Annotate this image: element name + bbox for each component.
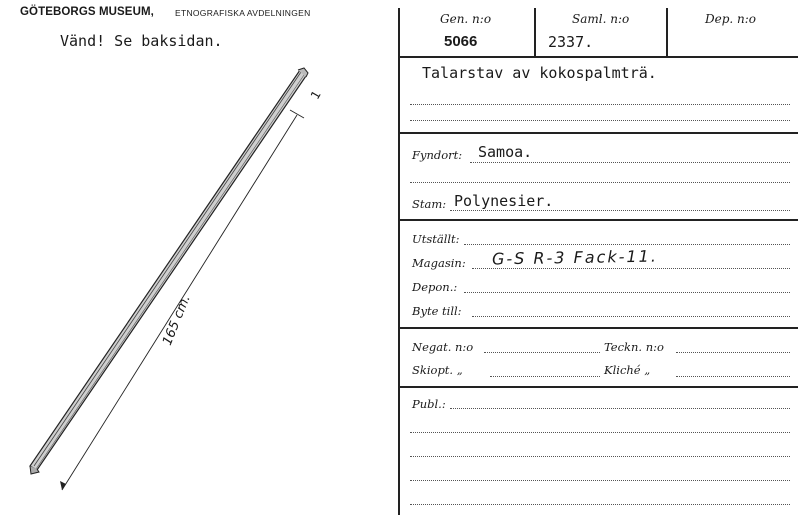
utstallt-dotline (464, 244, 790, 245)
publ-dotline-3 (410, 456, 790, 457)
depon-dotline (464, 292, 790, 293)
top-mark: 1 (307, 88, 324, 102)
byte-dotline (472, 316, 790, 317)
saml-value: 2337. (548, 33, 594, 51)
museum-name: GÖTEBORGS MUSEUM, (20, 6, 154, 18)
description: Talarstav av kokospalmträ. (422, 64, 657, 82)
section-rule-3 (400, 327, 798, 329)
department-name: ETNOGRAFISKA AVDELNINGEN (175, 8, 311, 18)
publ-dotline-2 (410, 432, 790, 433)
fyndort-value: Samoa. (478, 143, 533, 161)
section-rule-4 (400, 386, 798, 388)
byte-label: Byte till: (412, 304, 462, 318)
negat-label: Negat. n:o (412, 340, 474, 354)
negat-dotline (484, 352, 600, 353)
utstallt-label: Utställt: (412, 232, 460, 246)
saml-label: Saml. n:o (572, 12, 630, 26)
header-bottom-rule (400, 56, 798, 58)
kliche-dotline (676, 376, 790, 377)
header-divider-1 (534, 8, 536, 56)
fyndort-label: Fyndort: (412, 148, 463, 162)
staff-drawing (0, 0, 395, 515)
description-dotline-2 (410, 120, 790, 121)
magasin-label: Magasin: (412, 256, 466, 270)
header-divider-2 (666, 8, 668, 56)
staff-illustration (30, 68, 308, 474)
card-left-border (398, 8, 400, 515)
turn-over-note: Vänd! Se baksidan. (60, 32, 223, 50)
fyndort-dotline-2 (410, 182, 790, 183)
gen-value: 5066 (444, 33, 478, 50)
dep-label: Dep. n:o (705, 12, 757, 26)
stam-dotline (450, 210, 790, 211)
magasin-dotline (472, 268, 790, 269)
stam-label: Stam: (412, 197, 447, 211)
section-rule-2 (400, 219, 798, 221)
fyndort-dotline (470, 162, 790, 163)
gen-label: Gen. n:o (440, 12, 492, 26)
magasin-value: G-S R-3 Fack-11. (491, 246, 659, 269)
teckn-label: Teckn. n:o (604, 340, 664, 354)
depon-label: Depon.: (412, 280, 458, 294)
description-dotline-1 (410, 104, 790, 105)
publ-dotline-4 (410, 480, 790, 481)
skiopt-label: Skiopt. „ (412, 363, 463, 377)
publ-dotline-1 (450, 408, 790, 409)
kliche-label: Kliché „ (604, 363, 651, 377)
teckn-dotline (676, 352, 790, 353)
publ-label: Publ.: (412, 397, 446, 411)
skiopt-dotline (490, 376, 600, 377)
stam-value: Polynesier. (454, 192, 554, 210)
section-rule-1 (400, 132, 798, 134)
scale-label: 165 cm. (160, 292, 194, 348)
publ-dotline-5 (410, 504, 790, 505)
